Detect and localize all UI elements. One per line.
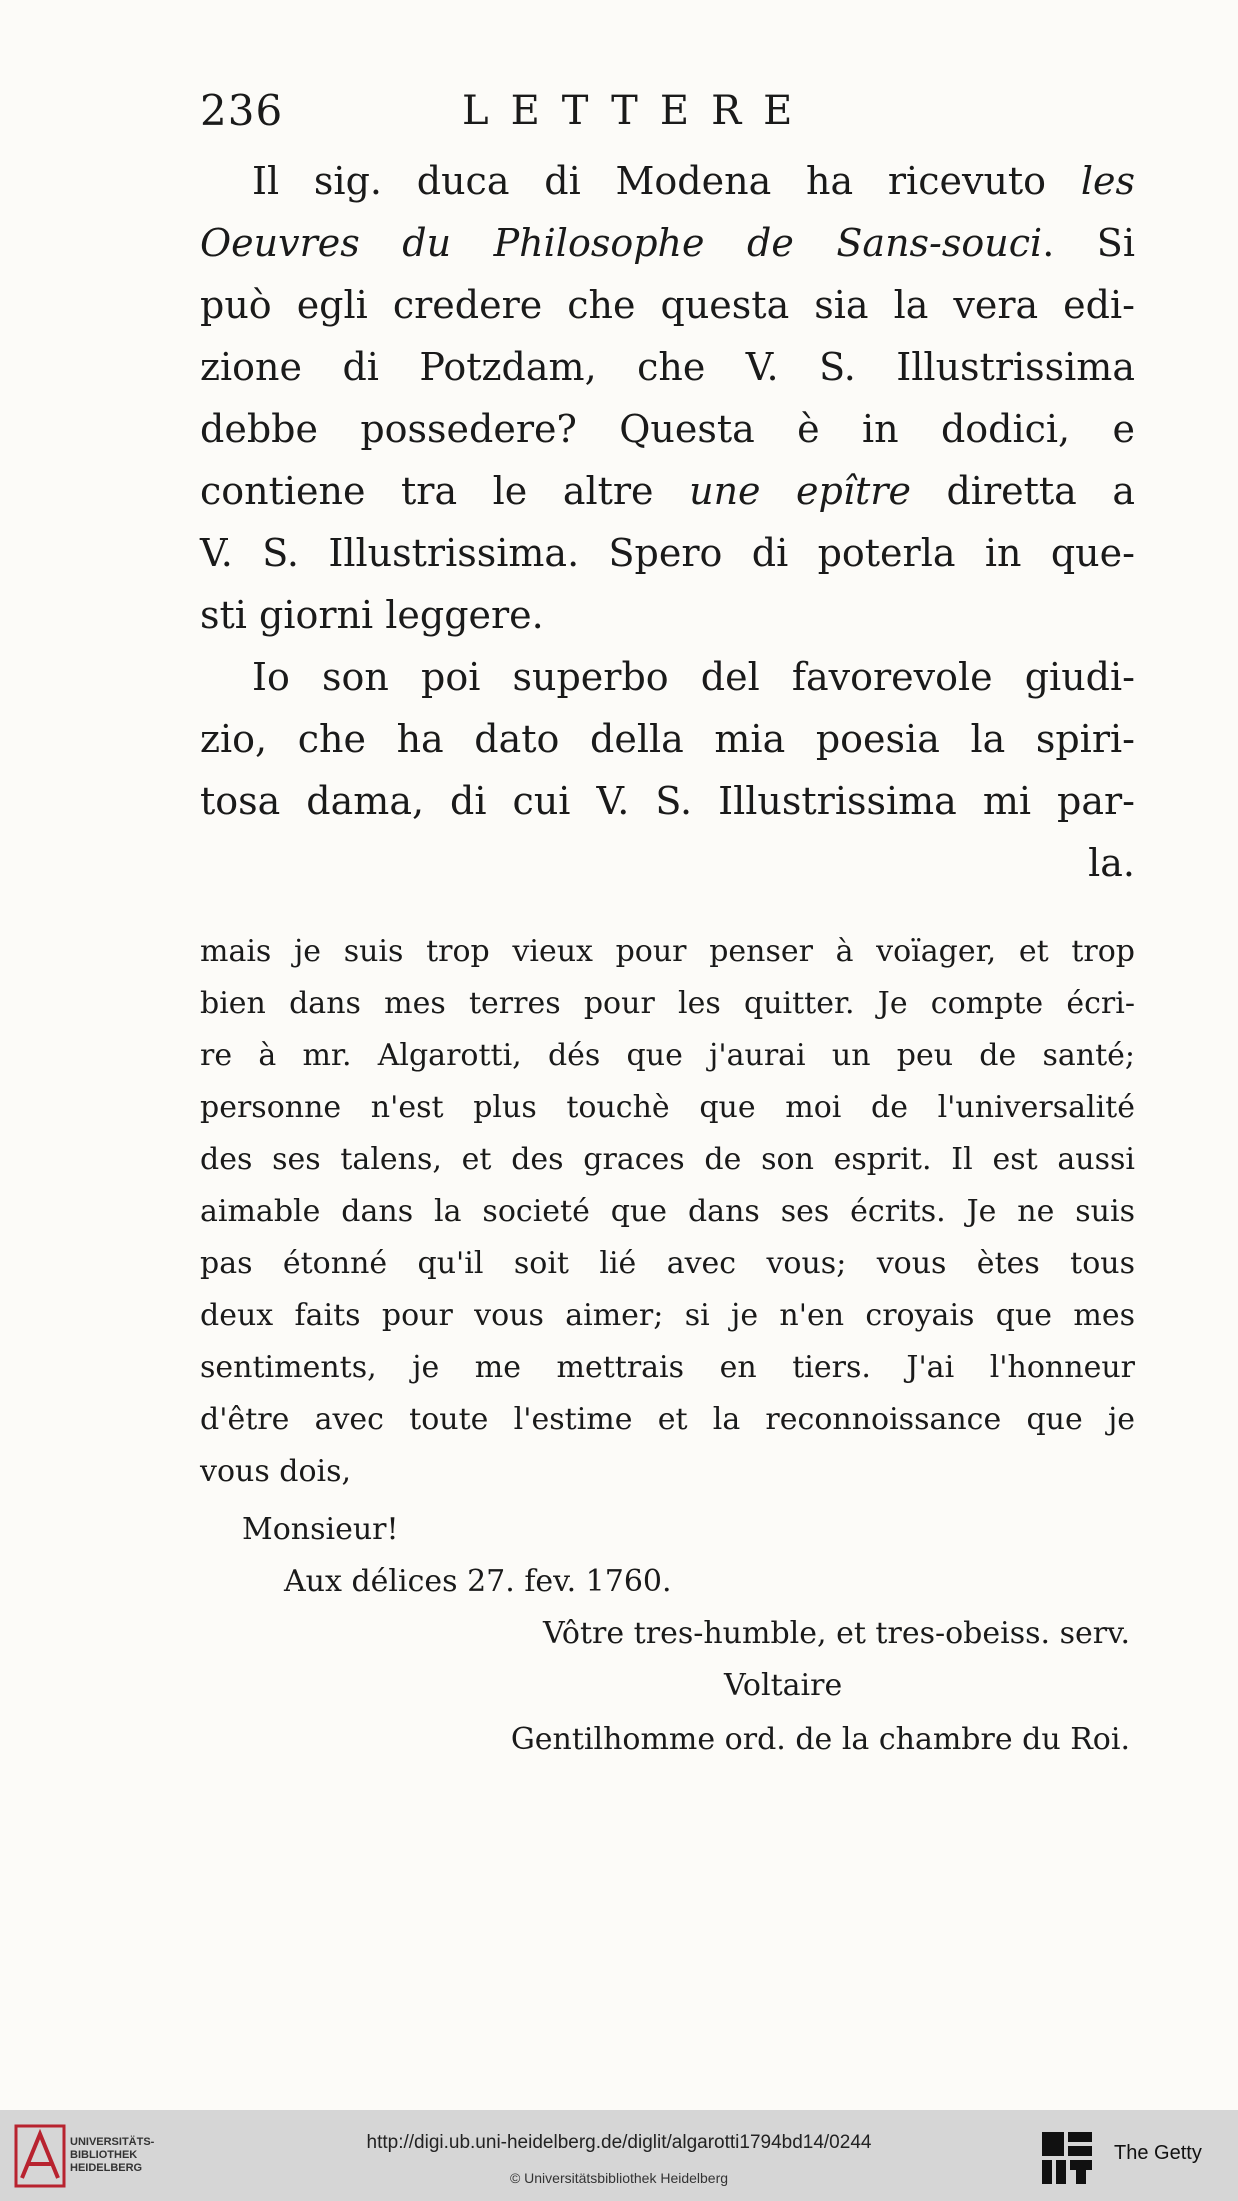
text-line: Io son poi superbo del favorevole giudi- xyxy=(252,655,1135,699)
text-line: zione di Potzdam, che V. S. Illustrissima xyxy=(200,345,1135,389)
text-line: d'être avec toute l'estime et la reconnoissance que je xyxy=(200,1402,1135,1437)
text-line: sti giorni leggere. xyxy=(200,593,544,637)
text-line: mais je suis trop vieux pour penser à voïager, et trop xyxy=(200,934,1135,969)
dateline: Aux délices 27. fev. 1760. xyxy=(284,1564,672,1599)
text-line: deux faits pour vous aimer; si je n'en croyais que mes xyxy=(200,1298,1135,1333)
italian-paragraph-1 xyxy=(200,150,1135,646)
copyright-notice: © Universitätsbibliothek Heidelberg xyxy=(509,2170,729,2186)
text-line: aimable dans la societé que dans ses écrits. Je ne suis xyxy=(200,1194,1135,1229)
text-line: contiene tra le altre une epître diretta a xyxy=(200,469,1135,513)
signature: Voltaire xyxy=(724,1668,843,1703)
text-line: Oeuvres du Philosophe de Sans-souci. Si xyxy=(200,221,1135,265)
footer-bar xyxy=(0,2110,1238,2201)
closing-formula: Vôtre tres-humble, et tres-obeiss. serv. xyxy=(543,1616,1130,1651)
text-line: zio, che ha dato della mia poesia la spiri- xyxy=(200,717,1135,761)
text-line: V. S. Illustrissima. Spero di poterla in que- xyxy=(200,531,1135,575)
getty-label: The Getty xyxy=(1114,2142,1202,2164)
text-line: des ses talens, et des graces de son esprit. Il est aussi xyxy=(200,1142,1135,1177)
french-letter-text xyxy=(200,926,1135,1498)
text-line: pas étonné qu'il soit lié avec vous; vous ètes tous xyxy=(200,1246,1135,1281)
text-line: tosa dama, di cui V. S. Illustrissima mi par- xyxy=(200,779,1135,823)
text-line: personne n'est plus touchè que moi de l'universalité xyxy=(200,1090,1135,1125)
text-line: vous dois, xyxy=(200,1454,352,1489)
getty-logo-icon xyxy=(1040,2130,1094,2186)
permalink-url[interactable]: http://digi.ub.uni-heidelberg.de/diglit/algarotti1794bd14/0244 xyxy=(366,2132,872,2153)
library-name: UNIVERSITÄTS- BIBLIOTHEK HEIDELBERG xyxy=(70,2136,155,2174)
text-line: la. xyxy=(1088,841,1135,885)
text-line: re à mr. Algarotti, dés que j'aurai un peu de santé; xyxy=(200,1038,1135,1073)
salutation: Monsieur! xyxy=(242,1512,399,1547)
text-line: Il sig. duca di Modena ha ricevuto les xyxy=(252,159,1135,203)
signatory-title: Gentilhomme ord. de la chambre du Roi. xyxy=(510,1722,1130,1757)
running-header xyxy=(200,86,1130,136)
running-title: LETTERE xyxy=(462,88,815,134)
text-line: debbe possedere? Questa è in dodici, e xyxy=(200,407,1135,451)
page-number: 236 xyxy=(200,86,284,135)
text-line: bien dans mes terres pour les quitter. Je compte écri- xyxy=(200,986,1135,1021)
text-line: può egli credere che questa sia la vera edi- xyxy=(200,283,1135,327)
italian-paragraph-2 xyxy=(200,646,1135,894)
text-line: sentiments, je me mettrais en tiers. J'ai l'honneur xyxy=(200,1350,1135,1385)
